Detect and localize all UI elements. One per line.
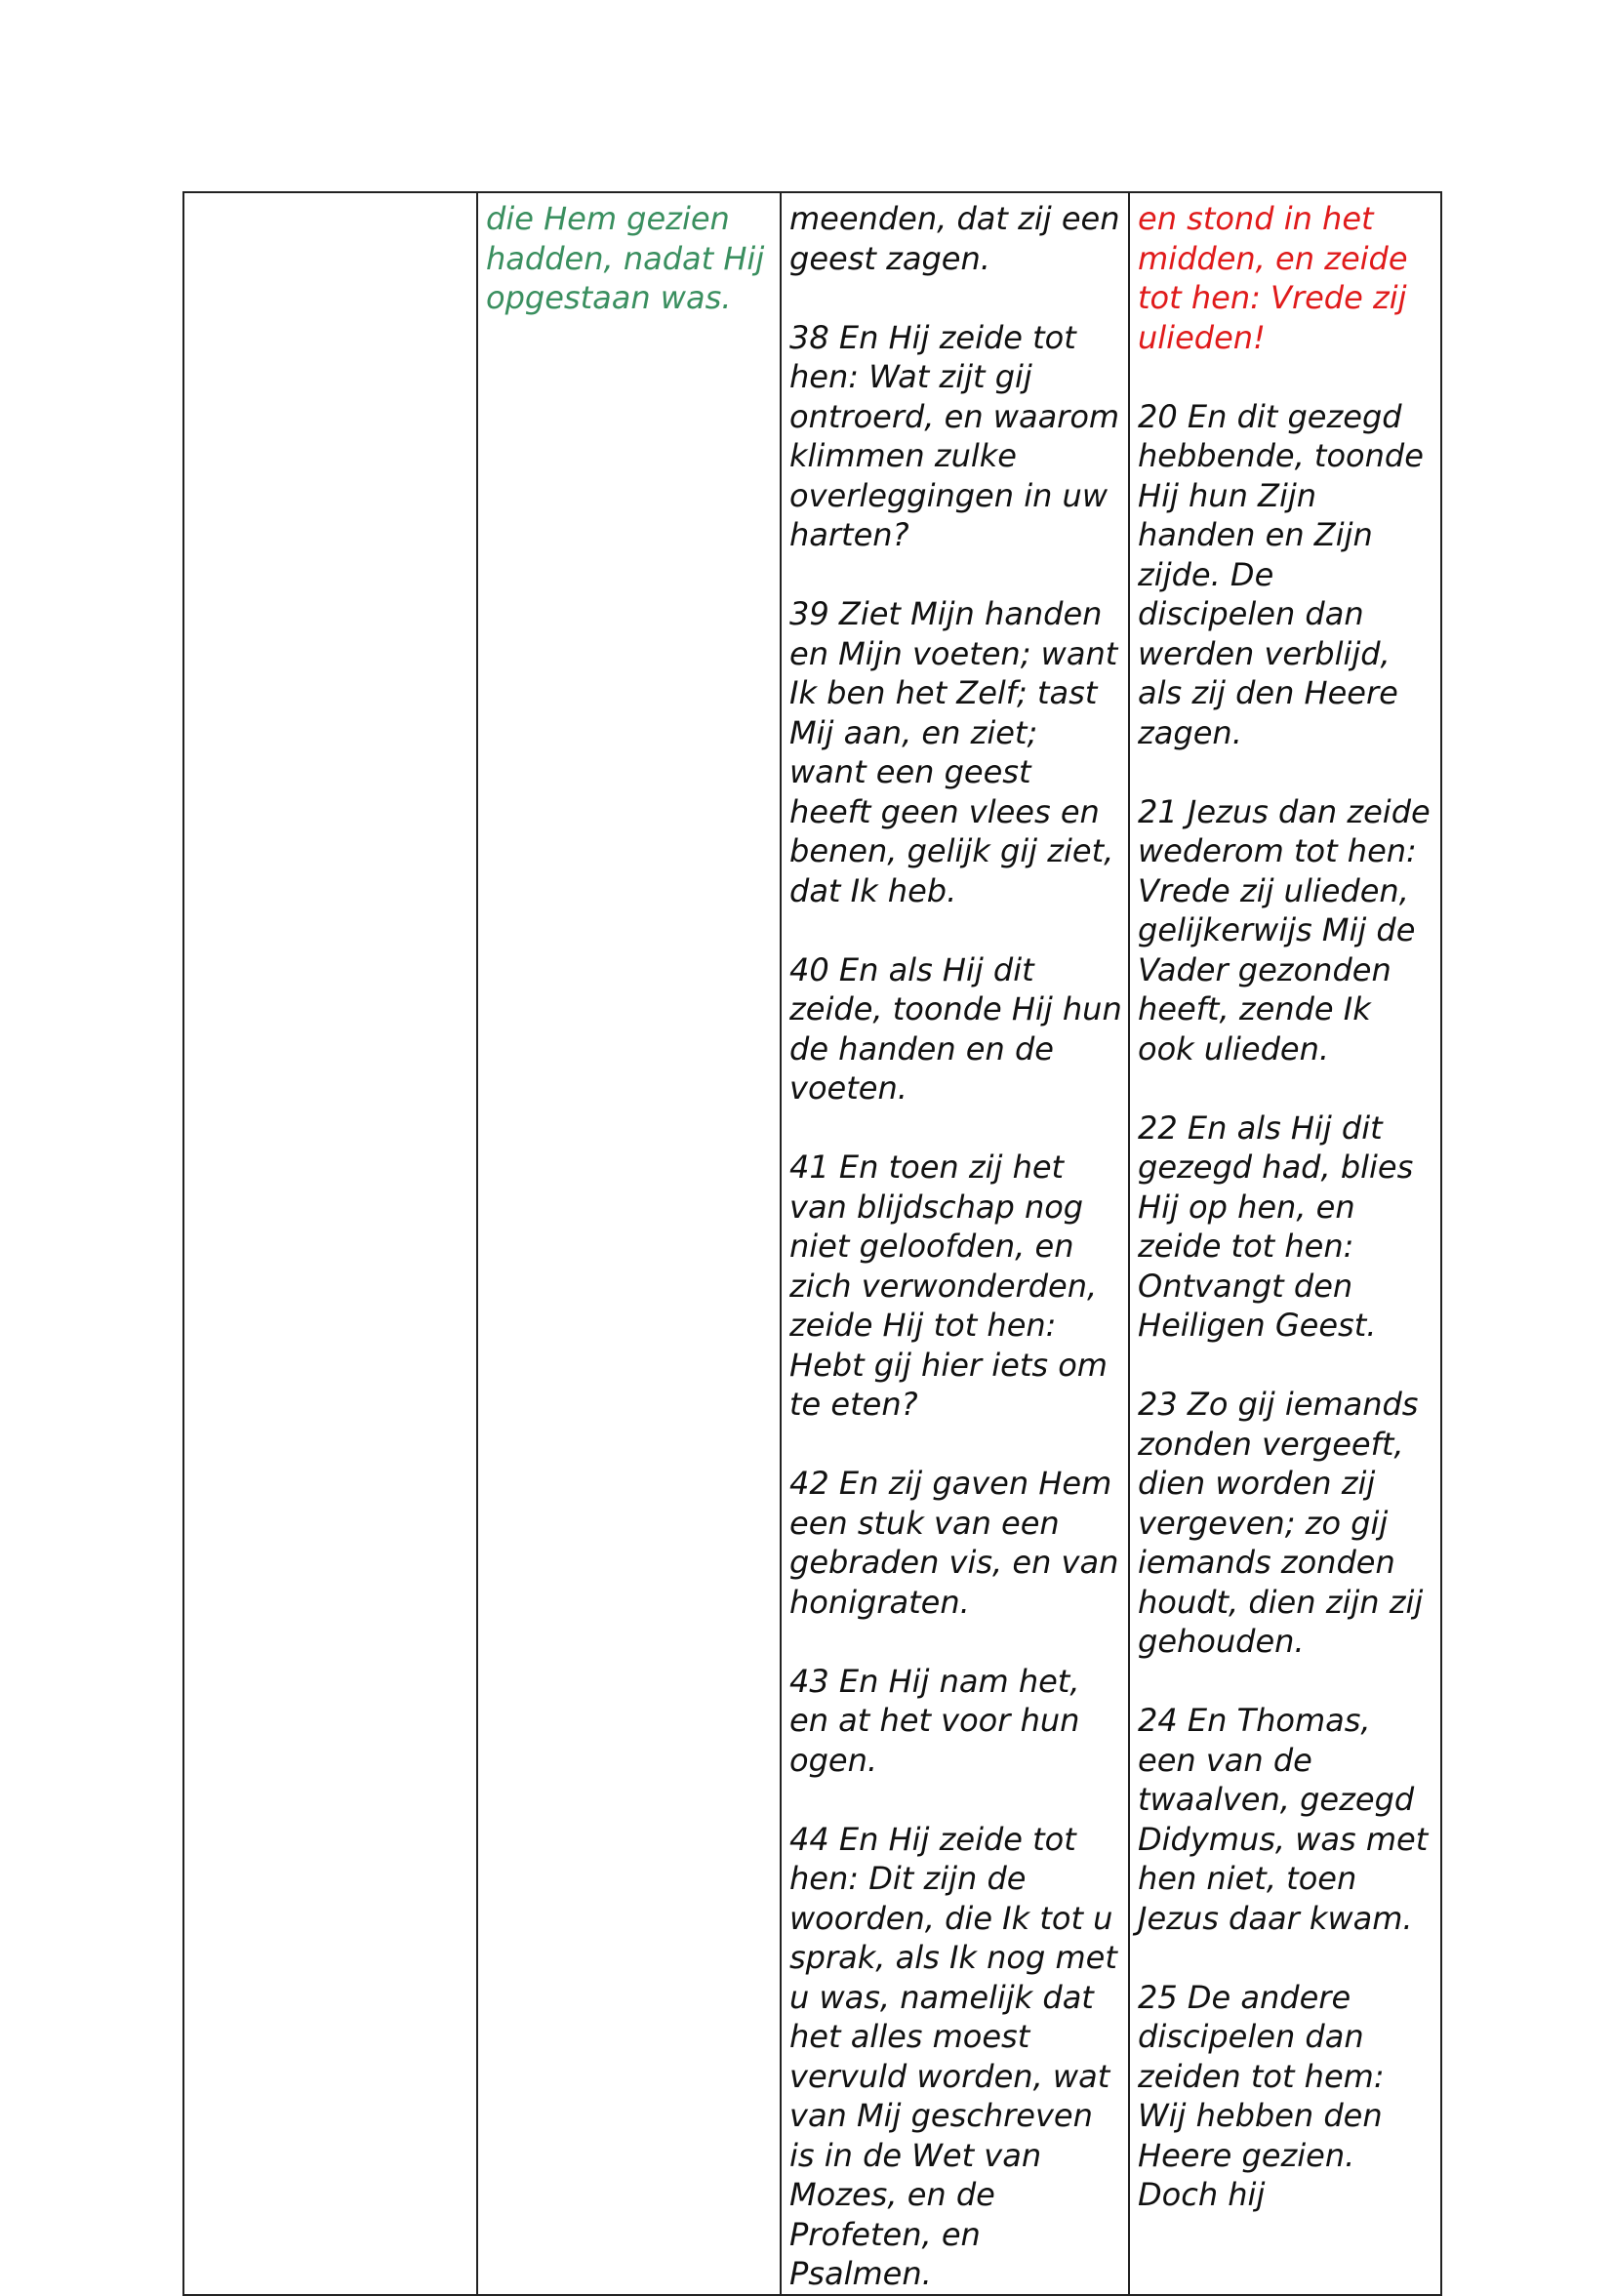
verse-paragraph: 44 En Hij zeide tot hen: Dit zijn de woorden, die Ik tot u sprak, als Ik nog met u was, namelijk dat het alles moest vervuld worden, wat van Mij geschreven is in de Wet van Mozes, en de Profeten, en Psalmen. (789, 1820, 1117, 2292)
column-3-cell (781, 192, 1129, 2295)
verse-paragraph: 22 En als Hij dit gezegd had, blies Hij op hen, en zeide tot hen: Ontvangt den Heiligen Geest. (1138, 1108, 1414, 1344)
verse-paragraph: 20 En dit gezegd hebbende, toonde Hij hun Zijn handen en Zijn zijde. De discipelen dan werden verblijd, als zij den Heere zagen. (1138, 397, 1424, 751)
table-row (183, 192, 1441, 2295)
verse-paragraph: 40 En als Hij dit zeide, toonde Hij hun de handen en de voeten. (789, 950, 1122, 1107)
verse-paragraph: 39 Ziet Mijn handen en Mijn voeten; want Ik ben het Zelf; tast Mij aan, en ziet; want een geest heeft geen vlees en benen, gelijk gij ziet, dat Ik heb. (789, 595, 1118, 909)
verse-paragraph: 42 En zij gaven Hem een stuk van een gebraden vis, en van honigraten. (789, 1465, 1119, 1621)
verse-paragraph: 24 En Thomas, een van de twaalven, gezegd Didymus, was met hen niet, toen Jezus daar kwam. (1138, 1702, 1429, 1937)
verse-paragraph: 38 En Hij zeide tot hen: Wat zijt gij ontroerd, en waarom klimmen zulke overleggingen in uw harten? (789, 318, 1120, 553)
verse-paragraph: 25 De andere discipelen dan zeiden tot hem: Wij hebben den Heere gezien. Doch hij (1138, 1978, 1385, 2213)
verse-paragraph: 43 En Hij nam het, en at het voor hun ogen. (789, 1662, 1080, 1779)
verse-paragraph: 23 Zo gij iemands zonden vergeeft, dien worden zij vergeven; zo gij iemands zonden houdt, dien zijn zij gehouden. (1138, 1386, 1424, 1660)
verse-paragraph: meenden, dat zij een geest zagen. (789, 200, 1120, 277)
column-4-cell (1129, 192, 1441, 2295)
gospel-synopsis-table (182, 191, 1442, 2296)
green-passage: die Hem gezien hadden, nadat Hij opgestaan was. (486, 200, 765, 316)
column-2-cell (477, 192, 781, 2295)
red-passage: en stond in het midden, en zeide tot hen: Vrede zij ulieden! (1138, 200, 1408, 356)
verse-paragraph: 21 Jezus dan zeide wederom tot hen: Vrede zij ulieden, gelijkerwijs Mij de Vader gezonden heeft, zende Ik ook ulieden. (1138, 792, 1431, 1067)
column-1-cell (183, 192, 477, 2295)
verse-paragraph: 41 En toen zij het van blijdschap nog niet geloofden, en zich verwonderden, zeide Hij tot hen: Hebt gij hier iets om te eten? (789, 1148, 1108, 1423)
